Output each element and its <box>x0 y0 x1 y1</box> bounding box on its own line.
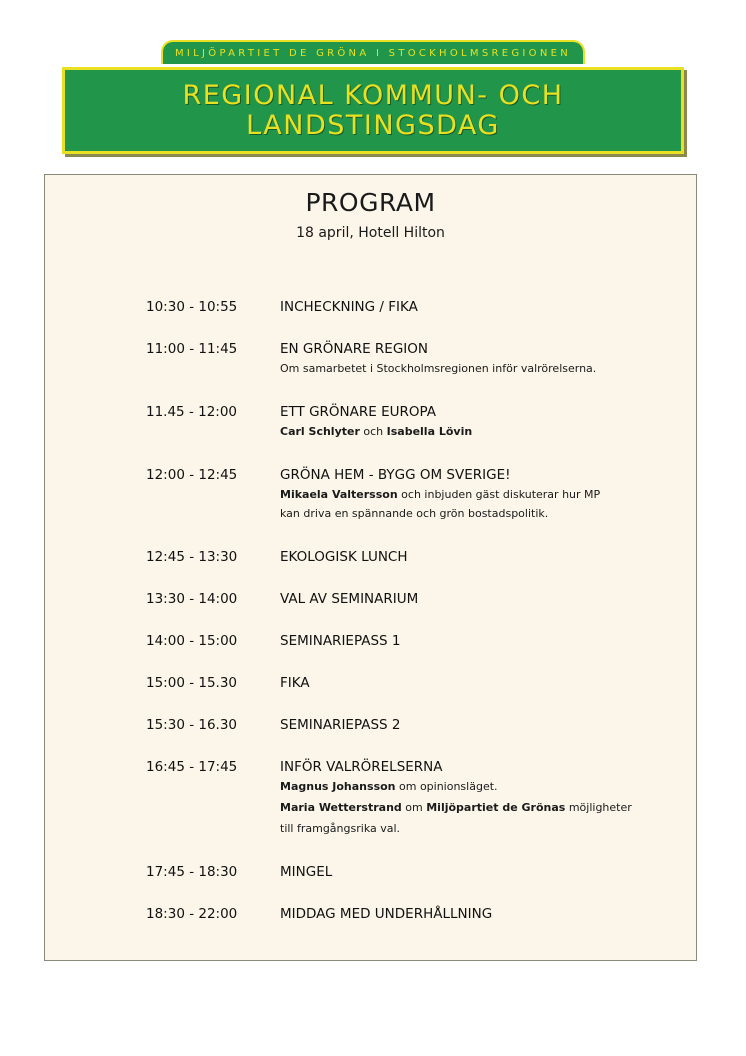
schedule-item <box>146 466 666 524</box>
schedule-title: MIDDAG MED UNDERHÅLLNING <box>280 906 493 922</box>
schedule-detail <box>280 422 666 442</box>
event-title-line-2: LANDSTINGSDAG <box>246 109 500 141</box>
schedule-item <box>146 905 666 923</box>
schedule-item <box>146 298 666 316</box>
schedule-detail <box>280 777 666 797</box>
schedule-content <box>280 298 666 316</box>
schedule-time: 15:30 - 16.30 <box>146 717 238 733</box>
schedule-time: 18:30 - 22:00 <box>146 906 238 922</box>
schedule-time: 10:30 - 10:55 <box>146 299 238 315</box>
schedule-title: EN GRÖNARE REGION <box>280 341 428 357</box>
schedule-item <box>146 590 666 608</box>
schedule-detail <box>280 485 666 505</box>
schedule-content <box>280 403 666 442</box>
schedule-item <box>146 716 666 734</box>
event-title-line-1: REGIONAL KOMMUN- OCH <box>182 79 564 111</box>
schedule-item <box>146 758 666 839</box>
detail-text: och <box>359 425 387 438</box>
detail-text: om <box>401 801 427 814</box>
schedule-time: 17:45 - 18:30 <box>146 864 238 880</box>
program-panel <box>44 174 697 961</box>
schedule-item <box>146 548 666 566</box>
schedule-item <box>146 340 666 379</box>
schedule-time: 14:00 - 15:00 <box>146 633 238 649</box>
schedule-time: 11:00 - 11:45 <box>146 341 238 357</box>
schedule-item <box>146 632 666 650</box>
schedule-time: 11.45 - 12:00 <box>146 404 238 420</box>
schedule-item <box>146 863 666 881</box>
schedule-list <box>146 298 666 947</box>
schedule-title: VAL AV SEMINARIUM <box>280 591 419 607</box>
schedule-content <box>280 716 666 734</box>
detail-text: möjligheter <box>565 801 632 814</box>
schedule-item <box>146 674 666 692</box>
schedule-detail <box>280 798 666 818</box>
schedule-content <box>280 340 666 379</box>
schedule-title: SEMINARIEPASS 2 <box>280 717 401 733</box>
schedule-item <box>146 403 666 442</box>
speaker-name: Carl Schlyter <box>280 425 360 438</box>
schedule-detail: Om samarbetet i Stockholmsregionen inför valrörelserna. <box>280 362 597 375</box>
event-title-banner <box>62 67 684 154</box>
schedule-title: ETT GRÖNARE EUROPA <box>280 404 437 420</box>
schedule-content <box>280 758 666 839</box>
party-name: Miljöpartiet de Grönas <box>426 801 566 814</box>
speaker-name: Isabella Lövin <box>386 425 473 438</box>
schedule-title: FIKA <box>280 675 310 691</box>
organization-tagline: MILJÖPARTIET DE GRÖNA I STOCKHOLMSREGIONEN <box>161 40 585 64</box>
program-subheading: 18 april, Hotell Hilton <box>296 225 445 241</box>
schedule-detail: till framgångsrika val. <box>280 822 401 835</box>
schedule-content <box>280 905 666 923</box>
schedule-time: 16:45 - 17:45 <box>146 759 238 775</box>
detail-text: och inbjuden gäst diskuterar hur MP <box>397 488 601 501</box>
schedule-title: SEMINARIEPASS 1 <box>280 633 401 649</box>
speaker-name: Magnus Johansson <box>280 780 396 793</box>
schedule-content <box>280 466 666 524</box>
speaker-name: Maria Wetterstrand <box>280 801 402 814</box>
schedule-time: 12:00 - 12:45 <box>146 467 238 483</box>
detail-text: om opinionsläget. <box>395 780 498 793</box>
schedule-time: 13:30 - 14:00 <box>146 591 238 607</box>
schedule-title: GRÖNA HEM - BYGG OM SVERIGE! <box>280 467 511 483</box>
speaker-name: Mikaela Valtersson <box>280 488 398 501</box>
schedule-content <box>280 674 666 692</box>
schedule-time: 15:00 - 15.30 <box>146 675 238 691</box>
schedule-content <box>280 590 666 608</box>
schedule-title: EKOLOGISK LUNCH <box>280 549 408 565</box>
schedule-title: MINGEL <box>280 864 333 880</box>
schedule-time: 12:45 - 13:30 <box>146 549 238 565</box>
program-heading: PROGRAM <box>305 188 436 217</box>
schedule-content <box>280 632 666 650</box>
schedule-detail: kan driva en spännande och grön bostadspolitik. <box>280 507 549 520</box>
schedule-content <box>280 863 666 881</box>
schedule-content <box>280 548 666 566</box>
schedule-title: INCHECKNING / FIKA <box>280 299 418 315</box>
schedule-title: INFÖR VALRÖRELSERNA <box>280 759 443 775</box>
